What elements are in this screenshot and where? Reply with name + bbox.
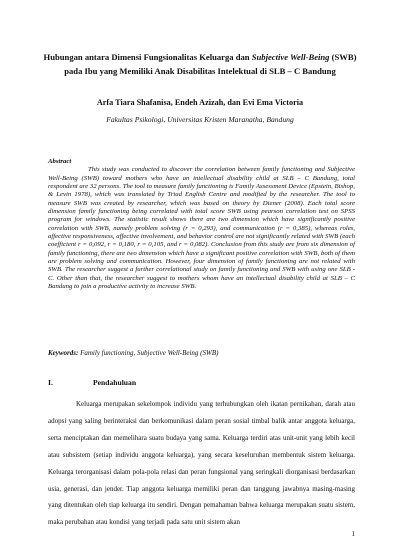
intro-paragraph: Keluarga merupakan sekelompok individu yang terhubungkan oleh ikatan pernikahan, darah atau adopsi yang saling berinteraksi dan berkomunikasi dalam peran sosial timbal balik antar anggota keluarga, serta menciptakan dan memelihara suatu budaya yang sama. Keluarga terdiri atas unit-unit yang lebih kecil atau subsistem (setiap individu anggota keluarga), yang secara keseluruhan membentuk sistem keluarga. Keluarga terorganisasi dalam pola-pola relasi dan peran fungsional yang seringkali diorganisasi berdasarkan usia, generasi, dan jender. Tiap anggota keluarga memiliki peran dan tanggung jawabnya masing-masing yang ditentukan oleh tiap keluarga itu sendiri. Dengan pemahaman bahwa keluarga merupakan suatu sistem, maka perubahan atau kondisi yang terjadi pada satu unit sistem akan — [48, 400, 355, 527]
author-list: Arfa Tiara Shafanisa, Endeh Azizah, dan Evi Ema Victoria — [96, 98, 304, 107]
keywords-text: Family functioning, Subjective Well-Being (SWB) — [80, 349, 219, 357]
keywords-line — [48, 349, 355, 358]
section-number: I. — [48, 378, 53, 387]
abstract-text: This study was conducted to discover the correlation between family functioning and Subjective Well-Being (SWB) toward mothers who have an intellectual disability child at SLB – C Bandung, total respondent are 32 persons. The tool to measure family functioning is Family Assessment Device (Epstein, Bishop, & Levin 1978), which was translated by Triad English Centre and modified by the researcher. The tool to measure SWB was created by researcher, which was based on theory by Diener (2008). Each total score dimension family functioning being correlated with total score SWB using pearson correlation test on SPSS program for windows. The statistic result shows there are two dimension which have significantly positive correlation with SWB, namely problem solving (r = 0,293), and communication (r = 0,385), whereas roles, affective responsiveness, affective involvement, and behavior control are not significantly related with SWB (each coefficient r = 0,092, r = 0,180, r = 0,105, and r = 0,082). Conclusion from this study are from six dimension of family functioning, there are two dimension which have a significant positive correlation with SWB, both of them are problem solving and communication. However, four dimension of family functioning are not related with SWB. The researcher suggest a further correlational study on family functioning and SWB with using one SLB - C. Other than that, the researcher suggest to mothers whom have an intellectual disability child at SLB – C Bandung to join a productive activity to increase SWB. — [48, 166, 355, 291]
affiliation: Fakultas Psikologi, Universitas Kristen Maranatha, Bandung — [106, 115, 294, 124]
keywords-label: Keywords: — [48, 349, 79, 357]
abstract-heading: Abstract — [48, 158, 72, 165]
title-line1-a: Hubungan antara Dimensi Fungsionalitas Keluarga dan — [43, 52, 252, 62]
intro-body — [48, 396, 355, 531]
section-title: Pendahuluan — [93, 378, 137, 387]
abstract-block — [48, 158, 355, 292]
paper-title — [30, 50, 370, 78]
title-line1-italic: Subjective Well-Being — [251, 52, 330, 62]
title-line2: pada Ibu yang Memiliki Anak Disabilitas Intelektual di SLB – C Bandung — [64, 66, 336, 76]
section-heading — [48, 378, 355, 388]
page-number: 1 — [351, 530, 355, 538]
title-line1-b: (SWB) — [329, 52, 357, 62]
